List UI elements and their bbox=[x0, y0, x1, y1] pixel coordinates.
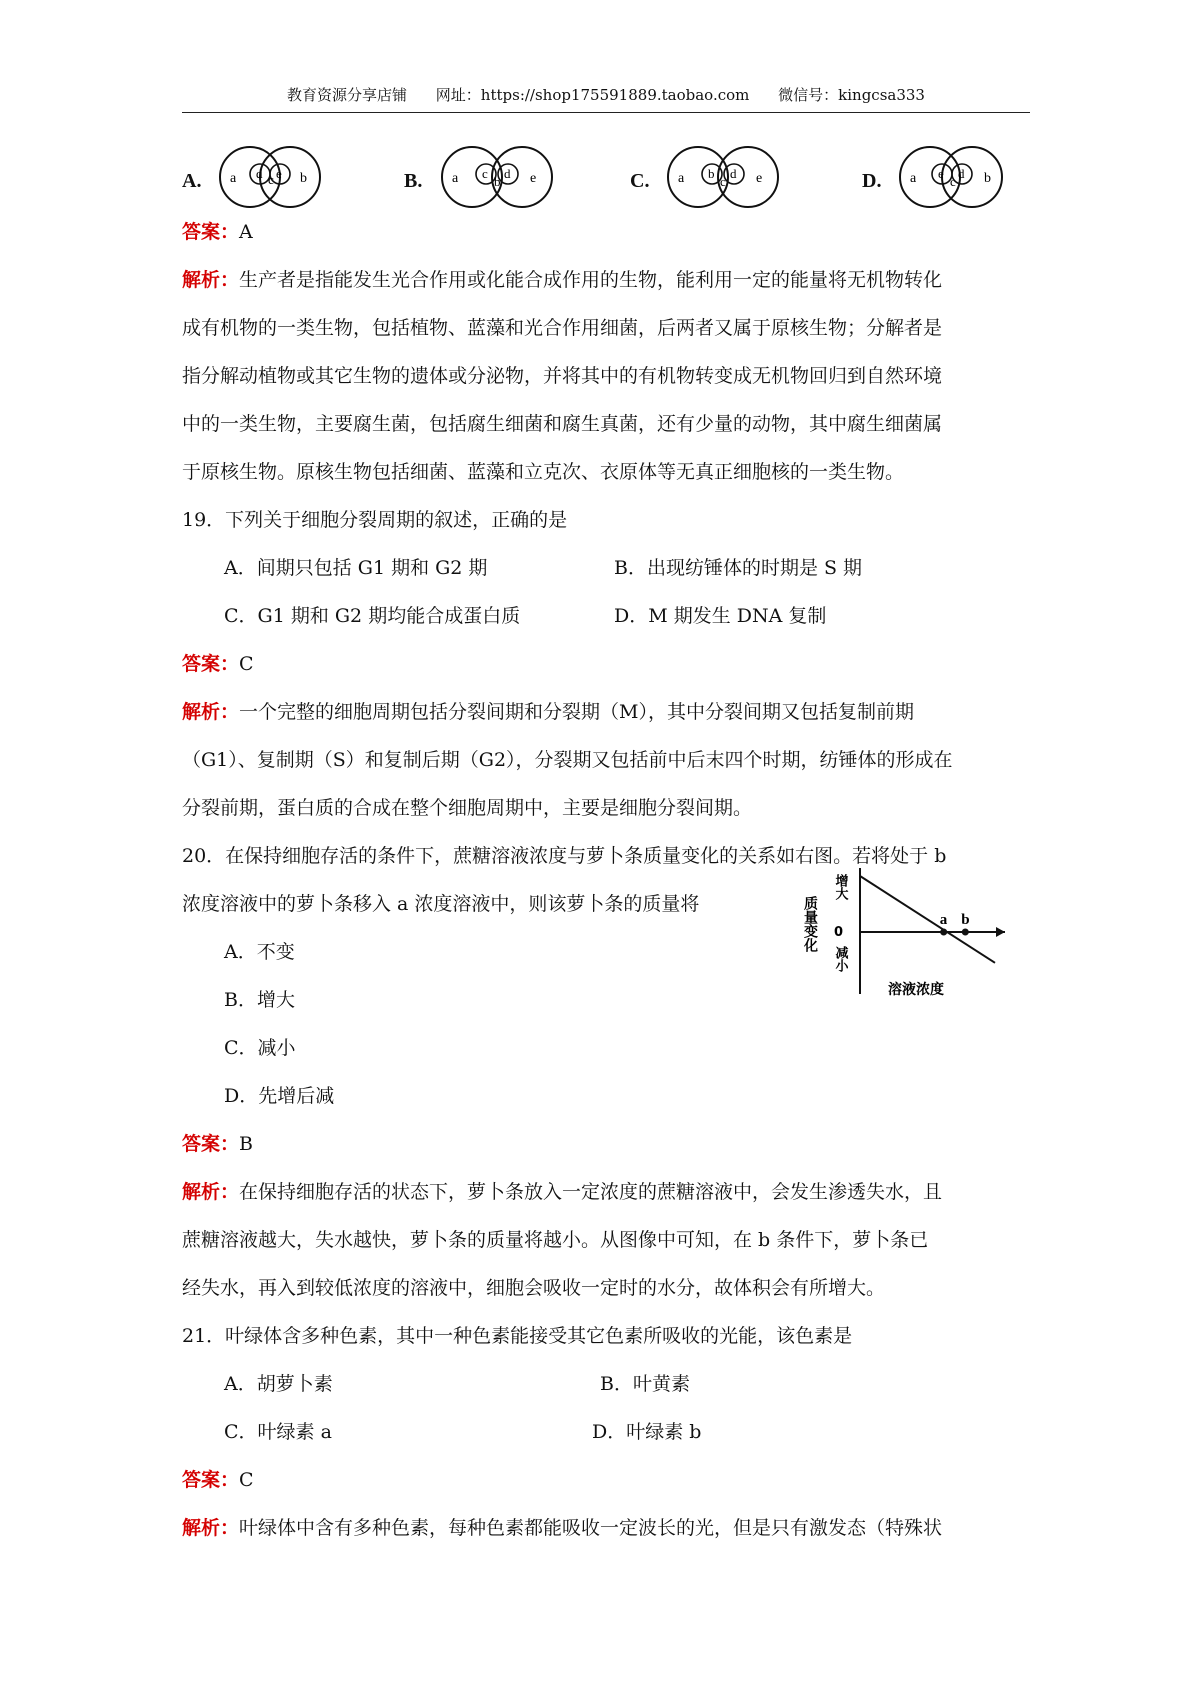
chart-point-a bbox=[940, 929, 947, 936]
venn-label: e bbox=[530, 171, 537, 186]
answer-20 bbox=[182, 1132, 253, 1156]
venn-diagram-b bbox=[434, 146, 564, 208]
venn-label: c bbox=[720, 174, 726, 189]
venn-diagram-a bbox=[212, 146, 332, 208]
answer-value: C bbox=[239, 1469, 254, 1491]
question-19-option-b: B．出现纺锤体的时期是 S 期 bbox=[614, 557, 863, 579]
explanation-20-line-3: 经失水，再入到较低浓度的溶液中，细胞会吸收一定时的水分，故体积会有所增大。 bbox=[182, 1277, 886, 1299]
explanation-label: 解析： bbox=[182, 1517, 240, 1539]
chart-svg bbox=[800, 866, 1010, 1006]
venn-label: a bbox=[678, 171, 685, 186]
venn-label: d bbox=[504, 166, 511, 181]
venn-option-letter: C. bbox=[630, 170, 650, 192]
explanation-18-line-5: 于原核生物。原核生物包括细菌、蓝藻和立克次、衣原体等无真正细胞核的一类生物。 bbox=[182, 461, 905, 483]
question-20-option-a: A．不变 bbox=[224, 941, 295, 963]
chart-point-label: a bbox=[939, 912, 948, 928]
venn-label: a bbox=[230, 171, 237, 186]
venn-diagram-d bbox=[892, 146, 1022, 208]
explanation-label: 解析： bbox=[182, 269, 240, 291]
chart-y-zero-label: 0 bbox=[834, 925, 844, 940]
venn-label: d bbox=[730, 166, 737, 181]
venn-label: c bbox=[268, 172, 274, 187]
header-site: 网址：https://shop175591889.taobao.com bbox=[435, 86, 750, 104]
question-19-option-c: C．G1 期和 G2 期均能合成蛋白质 bbox=[224, 605, 521, 627]
question-21-option-b: B．叶黄素 bbox=[600, 1373, 690, 1395]
question-20-stem-line-1: 20．在保持细胞存活的条件下，蔗糖溶液浓度与萝卜条质量变化的关系如右图。若将处于 b bbox=[182, 845, 947, 867]
venn-label: e bbox=[756, 171, 763, 186]
answer-21 bbox=[182, 1468, 254, 1492]
question-20-option-c: C．减小 bbox=[224, 1037, 296, 1059]
header-shop: 教育资源分享店铺 bbox=[287, 86, 408, 104]
answer-value: B bbox=[239, 1133, 253, 1155]
question-19-option-a bbox=[224, 556, 487, 580]
concentration-mass-chart bbox=[800, 866, 1010, 1006]
venn-label: d bbox=[958, 166, 965, 181]
question-21-option-d: D．叶绿素 b bbox=[592, 1421, 702, 1443]
answer-label: 答案： bbox=[182, 653, 240, 675]
answer-label: 答案： bbox=[182, 1469, 240, 1491]
explanation-text: 在保持细胞存活的状态下，萝卜条放入一定浓度的蔗糖溶液中，会发生渗透失水，且 bbox=[239, 1181, 943, 1203]
venn-label: b bbox=[708, 166, 715, 181]
explanation-20-line-2: 蔗糖溶液越大，失水越快，萝卜条的质量将越小。从图像中可知，在 b 条件下，萝卜条已 bbox=[182, 1229, 929, 1251]
explanation-label: 解析： bbox=[182, 701, 240, 723]
chart-ylabel: 质量变化 bbox=[802, 896, 818, 952]
explanation-text: 生产者是指能发生光合作用或化能合成作用的生物，能利用一定的能量将无机物转化 bbox=[239, 269, 943, 291]
venn-label: c bbox=[950, 174, 956, 189]
venn-option-letter: D. bbox=[862, 170, 882, 192]
question-19-stem: 19．下列关于细胞分裂周期的叙述，正确的是 bbox=[182, 509, 568, 531]
answer-label: 答案： bbox=[182, 221, 240, 243]
answer-19 bbox=[182, 652, 254, 676]
venn-label: b bbox=[300, 171, 307, 186]
question-21-stem: 21．叶绿体含多种色素，其中一种色素能接受其它色素所吸收的光能，该色素是 bbox=[182, 1325, 853, 1347]
venn-label: a bbox=[452, 171, 459, 186]
venn-label: b bbox=[494, 174, 501, 189]
explanation-text: 一个完整的细胞周期包括分裂间期和分裂期（M），其中分裂间期又包括复制前期 bbox=[239, 701, 914, 723]
question-20-option-d: D．先增后减 bbox=[224, 1085, 335, 1107]
venn-label: b bbox=[984, 171, 991, 186]
venn-options-row bbox=[182, 146, 1030, 208]
chart-x-arrow bbox=[996, 927, 1005, 937]
answer-value: C bbox=[239, 653, 254, 675]
question-19-option-d: D．M 期发生 DNA 复制 bbox=[614, 605, 827, 627]
explanation-19-line-2: （G1）、复制期（S）和复制后期（G2），分裂期又包括前中后末四个时期，纺锤体的形成在 bbox=[182, 749, 953, 771]
answer-value: A bbox=[239, 221, 253, 243]
option-text: A．间期只包括 G1 期和 G2 期 bbox=[224, 557, 488, 579]
question-21-option-c: C．叶绿素 a bbox=[224, 1421, 332, 1443]
explanation-text: 叶绿体中含有多种色素，每种色素都能吸收一定波长的光，但是只有激发态（特殊状 bbox=[239, 1517, 943, 1539]
chart-xlabel: 溶液浓度 bbox=[888, 982, 944, 998]
venn-label: e bbox=[938, 166, 944, 181]
venn-label: d bbox=[256, 166, 263, 181]
answer-label: 答案： bbox=[182, 1133, 240, 1155]
venn-option-letter: B. bbox=[404, 170, 423, 192]
explanation-20-line-1 bbox=[182, 1180, 942, 1204]
explanation-21-line-1 bbox=[182, 1516, 942, 1540]
chart-y-bottom-label: 减小 bbox=[832, 946, 848, 972]
venn-diagram-c bbox=[660, 146, 790, 208]
explanation-18-line-2: 成有机物的一类生物，包括植物、蓝藻和光合作用细菌，后两者又属于原核生物；分解者是 bbox=[182, 317, 943, 339]
chart-point-label: b bbox=[961, 912, 970, 928]
explanation-18-line-4: 中的一类生物，主要腐生菌，包括腐生细菌和腐生真菌，还有少量的动物，其中腐生细菌属 bbox=[182, 413, 943, 435]
explanation-label: 解析： bbox=[182, 1181, 240, 1203]
venn-label: e bbox=[276, 166, 282, 181]
answer-18 bbox=[182, 220, 253, 244]
explanation-18-line-1 bbox=[182, 268, 942, 292]
explanation-18-line-3: 指分解动植物或其它生物的遗体或分泌物，并将其中的有机物转变成无机物回归到自然环境 bbox=[182, 365, 943, 387]
explanation-19-line-3: 分裂前期，蛋白质的合成在整个细胞周期中，主要是细胞分裂间期。 bbox=[182, 797, 753, 819]
question-20-stem-line-2: 浓度溶液中的萝卜条移入 a 浓度溶液中，则该萝卜条的质量将 bbox=[182, 893, 700, 915]
chart-point-b bbox=[962, 929, 969, 936]
venn-label: a bbox=[910, 171, 917, 186]
explanation-19-line-1 bbox=[182, 700, 914, 724]
page-header bbox=[182, 84, 1030, 113]
question-21-option-a: A．胡萝卜素 bbox=[224, 1373, 333, 1395]
chart-series-line bbox=[860, 876, 995, 963]
venn-label: c bbox=[482, 166, 488, 181]
venn-option-letter: A. bbox=[182, 170, 202, 192]
chart-y-top-label: 增大 bbox=[832, 874, 848, 900]
question-20-option-b: B．增大 bbox=[224, 989, 295, 1011]
header-wechat: 微信号：kingcsa333 bbox=[778, 86, 925, 104]
